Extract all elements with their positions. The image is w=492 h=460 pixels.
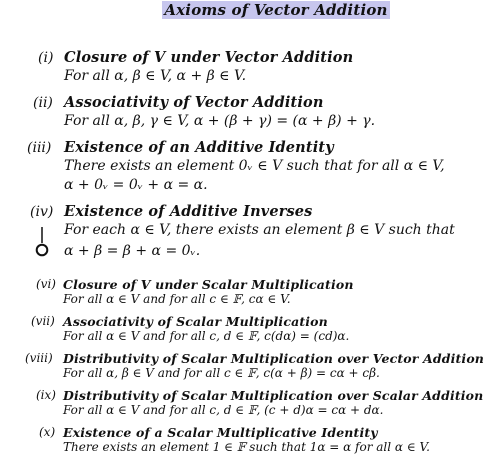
axiom-heading: Closure of V under Scalar Multiplication [63,277,354,292]
axiom-text-line: α + 0ᵥ = 0ᵥ + α = α. [64,177,208,193]
axiom-text-line: There exists an element 1 ∈ 𝔽 such that 1α = α for all α ∈ V. [63,440,430,454]
axiom-heading: Associativity of Vector Addition [64,94,324,111]
axiom-number: (iii) [27,140,52,156]
axiom-heading: Existence of a Scalar Multiplicative Identity [63,425,378,440]
axiom-heading: Distributivity of Scalar Multiplication over Vector Addition [63,351,485,366]
axiom-number: (vi) [36,277,56,291]
axiom-text-line: For each α ∈ V, there exists an element β ∈ V such that [64,222,455,238]
title-row [0,0,492,19]
page-title: Axioms of Vector Addition [164,1,388,19]
axiom-number: (x) [39,425,56,439]
axiom-number: (i) [38,50,54,66]
axiom-number: (vii) [31,314,55,328]
axiom-text-line: For all α ∈ V and for all c, d ∈ 𝔽, (c + d)α = cα + dα. [63,403,384,417]
axiom-text-line: For all α ∈ V and for all c ∈ 𝔽, cα ∈ V. [63,292,291,306]
axiom-heading: Associativity of Scalar Multiplication [63,314,328,329]
axiom-text-line: For all α, β ∈ V and for all c ∈ 𝔽, c(α + β) = cα + cβ. [63,366,380,380]
annotation-pin-mark [32,226,52,260]
axiom-number: (ii) [33,95,53,111]
axiom-heading: Closure of V under Vector Addition [64,49,354,66]
axiom-text-line: For all α, β, γ ∈ V, α + (β + γ) = (α + β) + γ. [64,113,376,129]
axiom-text-line: There exists an element 0ᵥ ∈ V such that for all α ∈ V, [64,158,445,174]
axiom-heading: Distributivity of Scalar Multiplication over Scalar Addition [63,388,484,403]
axiom-number: (ix) [36,388,56,402]
axiom-text-line: α + β = β + α = 0ᵥ. [64,243,201,259]
axiom-text-line: For all α ∈ V and for all c, d ∈ 𝔽, c(dα) = (cd)α. [63,329,350,343]
axiom-heading: Existence of an Additive Identity [64,139,334,156]
axiom-text-line: For all α, β ∈ V, α + β ∈ V. [64,68,247,84]
axiom-heading: Existence of Additive Inverses [64,203,313,220]
axiom-number: (iv) [30,204,54,220]
axiom-number: (viii) [25,351,53,365]
